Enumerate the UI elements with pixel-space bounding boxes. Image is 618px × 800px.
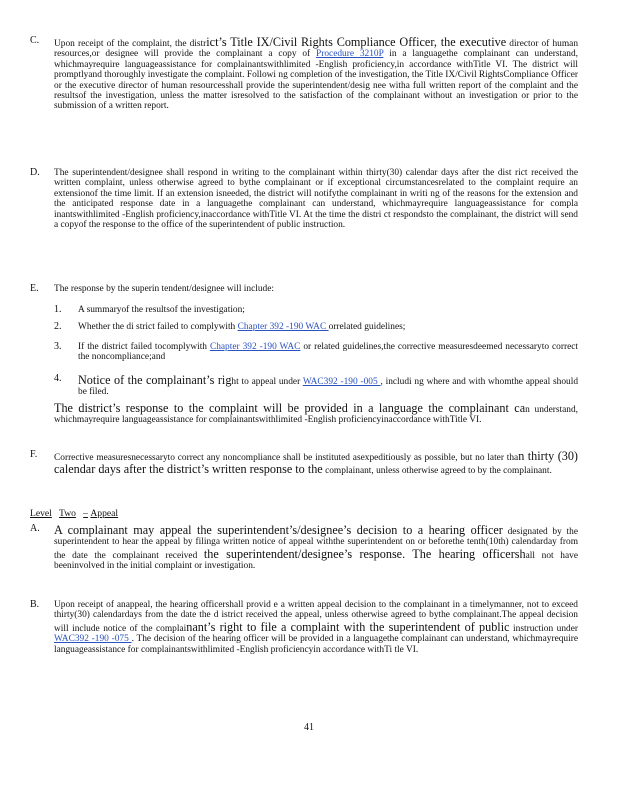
paragraph-a-text: A complainant may appeal the superintendent’s/designee’s decision to a hearing officer designated by the superintendent to hear the appeal by filinga written notice of appeal withthe superintendent on or beforethe tenth(10th) calendarday from the date the complainant received the superintendent/designee’s response. The hearing officershall not have beeninvolved in the initial complaint or investigation.: [54, 523, 578, 572]
chapter-392-190-wac-link[interactable]: Chapter 392 -190 WAC: [237, 322, 329, 332]
list-item-text: If the district failed tocomplywith Chapter 392 -190 WAC or related guidelines,the corrective measuresdeemed necessaryto correct the noncompliance;and: [78, 342, 578, 363]
list-item-text: Whether the di strict failed to complywith Chapter 392 -190 WAC orrelated guidelines;: [78, 322, 406, 332]
list-item-text: Notice of the complainant’s right to appeal under WAC392 -190 -005 , includi ng where and with whomthe appeal should be filed.: [78, 373, 579, 398]
paragraph-f-text: Corrective measuresnecessaryto correct any noncompliance shall be instituted asexpeditiously as possible, but no later than thirty (30) calendar days after the district’s written response to the complainant, unless otherwise agreed to by the complainant.: [54, 449, 578, 477]
paragraph-a: [30, 524, 578, 572]
list-marker: C.: [30, 35, 40, 46]
paragraph-e-text: The response by the superin tendent/designee will include:: [54, 284, 274, 294]
procedure-3210p-link[interactable]: Procedure 3210P: [316, 49, 384, 60]
list-marker: 4.: [54, 373, 62, 384]
list-marker: D.: [30, 167, 40, 178]
page-number: 41: [304, 722, 314, 733]
section-heading-level-two: Level Two – Appeal: [30, 508, 119, 519]
list-item-text: A summaryof the resultsof the investigation;: [78, 305, 245, 315]
paragraph-d: [30, 168, 578, 230]
paragraph-d-text: The superintendent/designee shall respond in writing to the complainant within thirty(30) calendar days after the dist rict received the written complaint, unless otherwise agreed to bythe complainant or if exceptional circumstancesrelated to the complaint require an extensionof the time limit. If an extension isneeded, the district will notifythe complainant in writi ng of the reasons for the extension and the anticipated response date in a languagethe complainant can understand, whichmayrequire languageassistance for compla inantswithlimited -English proficiency,inaccordance withTitle VI. At the time the distri ct respondsto the complainant, the district will send a copyof the response to the office of the superintendent of public instruction.: [54, 168, 578, 231]
list-marker: 2.: [54, 321, 62, 332]
paragraph-e-tail: [30, 402, 578, 426]
paragraph-e-tail-text: The district’s response to the complaint will be provided in a language the complainant can understand, whichmayrequire languageassistance for complainantswithlimited -English proficiencyinaccordance withTitle VI.: [54, 401, 578, 426]
list-item-e3: [30, 342, 578, 363]
paragraph-b-text: Upon receipt of anappeal, the hearing officershall provid e a written appeal decision to the complainant in a timelymanner, not to exceed thirty(30) calendardays from the date the d istrict received the appeal, unless otherwise agreed to bythe complainant.The appeal decision will include notice of the complainant’s right to file a complaint with the superintendent of public instruction under WAC392 -190 -075 . The decision of the hearing officer will be provided in a languagethe complainant can understand, whichmayrequire languageassistance for complainantswithlimited -English proficiencyin accordance withTi tle VI.: [54, 600, 579, 655]
list-marker: B.: [30, 599, 40, 610]
paragraph-b: [30, 600, 578, 655]
wac-392-190-005-link[interactable]: WAC392 -190 -005: [302, 377, 381, 387]
list-marker: 3.: [54, 341, 62, 352]
list-item-e2: [30, 322, 578, 332]
paragraph-f: [30, 450, 578, 477]
paragraph-e: [30, 284, 578, 294]
list-item-e1: [30, 305, 578, 315]
list-marker: E.: [30, 283, 39, 294]
paragraph-c: [30, 36, 578, 112]
list-marker: 1.: [54, 304, 62, 315]
paragraph-c-text: Upon receipt of the complaint, the district’s Title IX/Civil Rights Compliance Officer, the executive director of human resources,or designee will provide the complainant a copy of Procedure 3210P in a languagethe complainant can understand, whichmayrequire languageassistance for complainantswithlimited -English proficiency,in accordance withTitle VI. The district will promptlyand thoroughly investigate the complaint. Followi ng completion of the investigation, the Title IX/Civil RightsCompliance Officer or the executive director of human resourcesshall provide the superintendent/desig nee witha full written report of the complaint and the resultsof the investigation, unless the matter isresolved to the satisfaction of the complainant without an investigation or prior to the submission of a written report.: [54, 35, 579, 112]
list-marker: A.: [30, 523, 40, 534]
chapter-392-190-wac-link[interactable]: Chapter 392 -190 WAC: [209, 342, 301, 352]
wac-392-190-075-link[interactable]: WAC392 -190 -075: [54, 634, 132, 645]
list-marker: F.: [30, 449, 38, 460]
list-item-e4: [30, 374, 578, 398]
